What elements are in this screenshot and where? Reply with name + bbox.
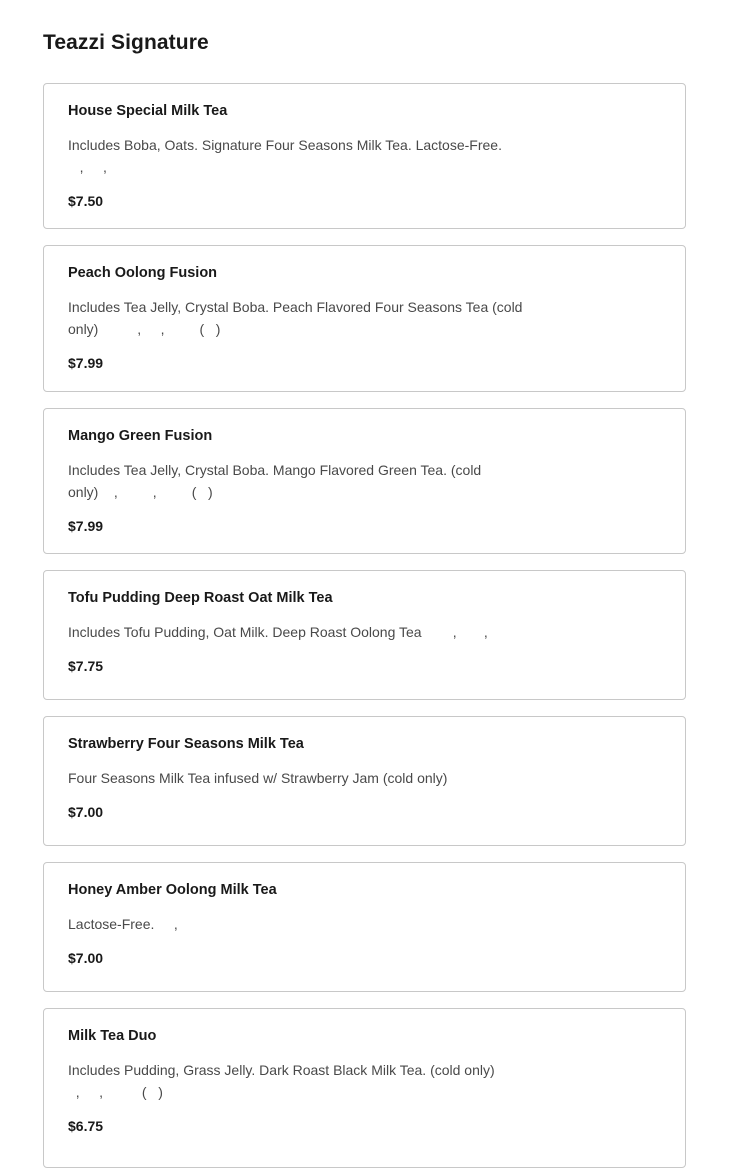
item-name: Strawberry Four Seasons Milk Tea (68, 736, 304, 752)
item-description: Lactose-Free. , (68, 916, 178, 932)
menu-item-card[interactable] (43, 570, 686, 700)
item-price: $7.00 (68, 950, 104, 966)
item-name: Milk Tea Duo (68, 1028, 157, 1044)
item-price: $7.75 (68, 658, 104, 674)
item-name: Peach Oolong Fusion (68, 265, 218, 281)
item-description: Includes Boba, Oats. Signature Four Seasons Milk Tea. Lactose-Free. , , (68, 137, 502, 175)
menu-item-card[interactable] (43, 716, 686, 846)
item-description: Includes Tea Jelly, Crystal Boba. Mango Flavored Green Tea. (cold only) , , ( ) (68, 462, 482, 500)
menu-item-card[interactable] (43, 862, 686, 992)
section-title: Teazzi Signature (43, 31, 209, 54)
menu-item-card[interactable] (43, 83, 686, 229)
item-price: $7.50 (68, 193, 104, 209)
item-description: Includes Tea Jelly, Crystal Boba. Peach Flavored Four Seasons Tea (cold only) , , ( ) (68, 299, 523, 337)
item-name: House Special Milk Tea (68, 103, 228, 119)
item-description: Includes Pudding, Grass Jelly. Dark Roast Black Milk Tea. (cold only) , , ( ) (68, 1062, 495, 1100)
item-price: $7.00 (68, 804, 104, 820)
menu-item-card[interactable] (43, 1008, 686, 1168)
item-name: Tofu Pudding Deep Roast Oat Milk Tea (68, 590, 333, 606)
item-price: $6.75 (68, 1118, 104, 1134)
item-price: $7.99 (68, 355, 104, 371)
menu-item-card[interactable] (43, 408, 686, 554)
item-description: Four Seasons Milk Tea infused w/ Strawberry Jam (cold only) (68, 770, 448, 786)
item-name: Mango Green Fusion (68, 428, 213, 444)
item-name: Honey Amber Oolong Milk Tea (68, 882, 277, 898)
item-price: $7.99 (68, 518, 104, 534)
item-description: Includes Tofu Pudding, Oat Milk. Deep Roast Oolong Tea , , (68, 624, 488, 640)
menu-item-card[interactable] (43, 245, 686, 392)
